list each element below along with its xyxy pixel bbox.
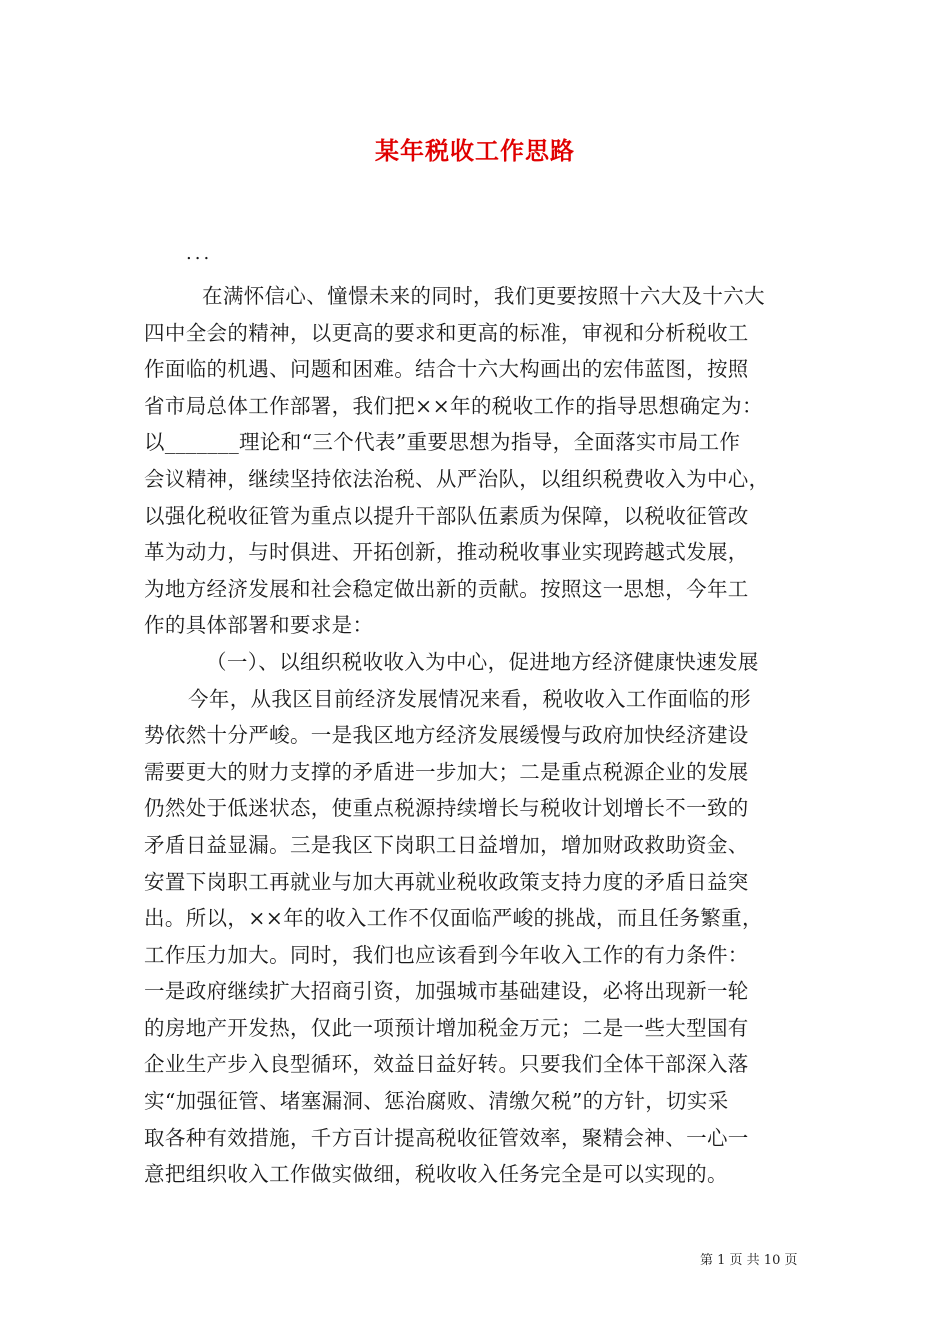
paragraph-line: 需要更大的财力支撑的矛盾进一步加大；二是重点税源企业的发展 [144, 759, 749, 784]
page-number: 第 1 页 共 10 页 [700, 1253, 798, 1268]
paragraph-line: 安置下岗职工再就业与加大再就业税收政策支持力度的矛盾日益突 [144, 869, 749, 894]
paragraph-line: 作的具体部署和要求是： [144, 613, 374, 638]
paragraph-line: 取各种有效措施，千方百计提高税收征管效率，聚精会神、一心一 [144, 1125, 749, 1150]
paragraph-line: 工作压力加大。同时，我们也应该看到今年收入工作的有力条件： [144, 942, 749, 967]
paragraph-line: 今年，从我区目前经济发展情况来看，税收收入工作面临的形 [188, 686, 751, 711]
paragraph-line: 在满怀信心、憧憬未来的同时，我们更要按照十六大及十六大 [202, 284, 765, 308]
section-heading: （一）、以组织税收收入为中心，促进地方经济健康快速发展 [206, 649, 759, 674]
paragraph-line: 为地方经济发展和社会稳定做出新的贡献。按照这一思想，今年工 [144, 576, 749, 601]
paragraph-line: 意把组织收入工作做实做细，税收收入任务完全是可以实现的。 [144, 1162, 728, 1187]
paragraph-line: 四中全会的精神，以更高的要求和更高的标准，审视和分析税收工 [144, 320, 749, 345]
document-title: 某年税收工作思路 [375, 136, 575, 165]
paragraph-line: 企业生产步入良型循环，效益日益好转。只要我们全体干部深入落 [144, 1052, 749, 1077]
paragraph-line: 出。所以，××年的收入工作不仅面临严峻的挑战，而且任务繁重， [144, 906, 763, 931]
paragraph-line: 矛盾日益显漏。三是我区下岗职工日益增加，增加财政救助资金、 [144, 832, 749, 857]
paragraph-line: 作面临的机遇、问题和困难。结合十六大构画出的宏伟蓝图，按照 [144, 357, 749, 382]
paragraph-line: 革为动力，与时俱进、开拓创新，推动税收事业实现跨越式发展， [144, 540, 749, 565]
paragraph-line: 势依然十分严峻。一是我区地方经济发展缓慢与政府加快经济建设 [144, 723, 749, 748]
paragraph-line: 仍然处于低迷状态，使重点税源持续增长与税收计划增长不一致的 [144, 796, 749, 821]
document-body [144, 278, 809, 1193]
paragraph-line: 以强化税收征管为重点以提升干部队伍素质为保障，以税收征管改 [144, 503, 749, 528]
paragraph-line: 省市局总体工作部署，我们把××年的税收工作的指导思想确定为： [144, 393, 763, 418]
paragraph-line: 会议精神，继续坚持依法治税、从严治队，以组织税费收入为中心， [144, 466, 770, 491]
paragraph-line: 一是政府继续扩大招商引资，加强城市基础建设，必将出现新一轮 [144, 979, 749, 1004]
ellipsis-marker: ... [186, 243, 213, 264]
paragraph-line: 的房地产开发热，仅此一项预计增加税金万元；二是一些大型国有 [144, 1015, 749, 1040]
paragraph-line: 实“加强征管、堵塞漏洞、惩治腐败、清缴欠税”的方针，切实采 [144, 1089, 729, 1114]
paragraph-line: 以_______理论和“三个代表”重要思想为指导，全面落实市局工作 [144, 430, 741, 455]
